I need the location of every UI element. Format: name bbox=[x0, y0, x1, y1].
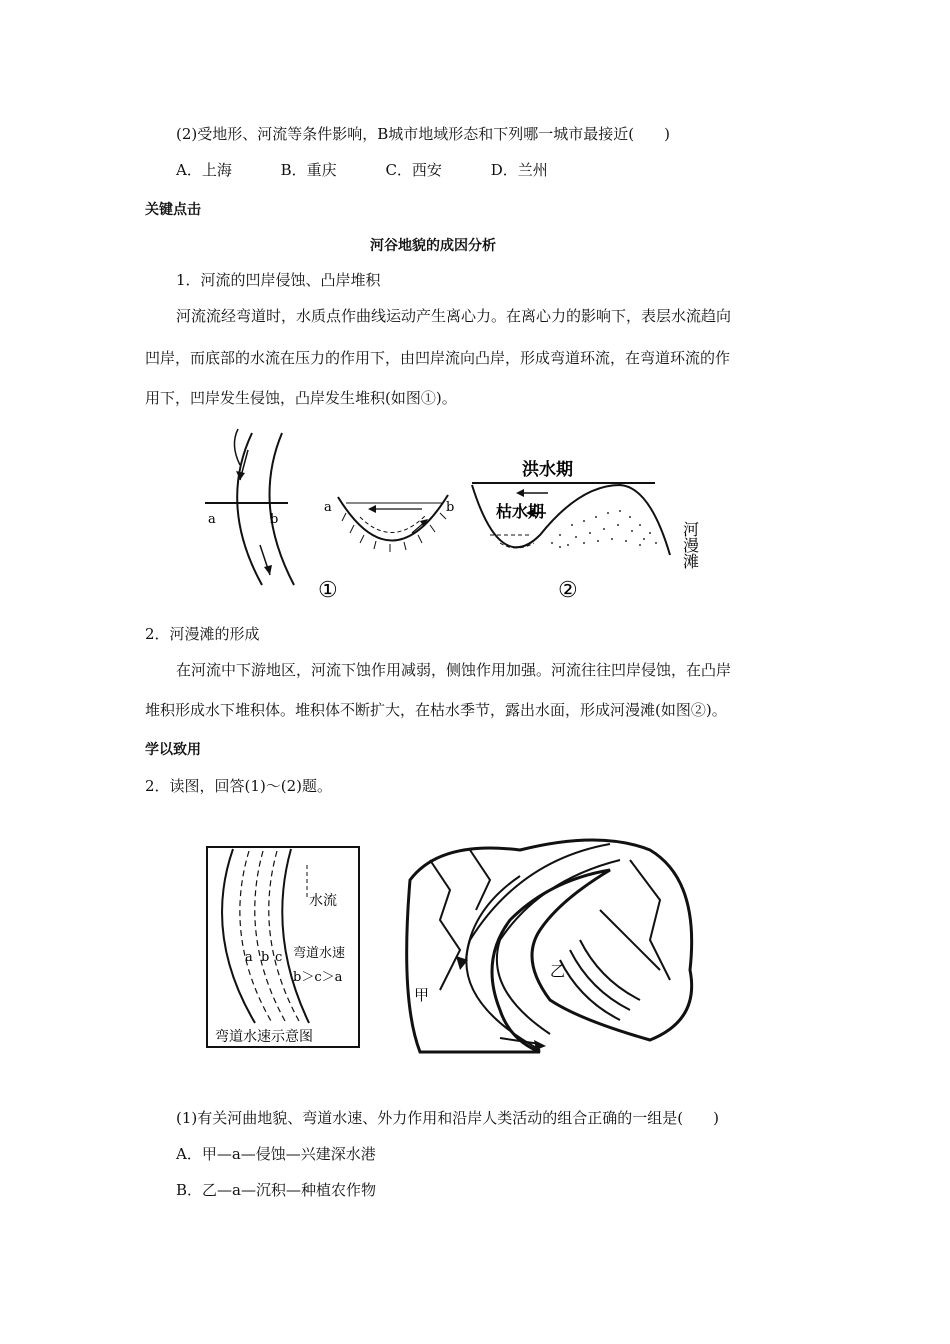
section-heading-apply: 学以致用 bbox=[145, 742, 201, 758]
options-row bbox=[176, 160, 592, 180]
label-speed: 弯道水速 bbox=[293, 946, 346, 961]
paragraph-line: 凹岸，而底部的水流在压力的作用下，由凹岸流向凸岸，形成弯道环流，在弯道环流的作 bbox=[145, 349, 731, 367]
question-2-stem: 2．读图，回答(1)～(2)题。 bbox=[145, 777, 333, 795]
label-flood-season: 洪水期 bbox=[522, 460, 573, 480]
option-b: B．重庆 bbox=[280, 161, 337, 179]
label-b: b bbox=[270, 512, 279, 527]
paragraph-line: 河流流经弯道时，水质点作曲线运动产生离心力。在离心力的影响下，表层水流趋向 bbox=[176, 307, 732, 325]
figure-number-2: ② bbox=[558, 578, 578, 603]
label-a-speed: a bbox=[245, 950, 253, 965]
subquestion-1: (1)有关河曲地貌、弯道水速、外力作用和沿岸人类活动的组合正确的一组是( ) bbox=[176, 1109, 719, 1127]
point1-heading: 1．河流的凹岸侵蚀、凸岸堆积 bbox=[176, 271, 381, 289]
figure-meander-landscape bbox=[400, 820, 710, 1065]
label-speed-relation: b＞c＞a bbox=[293, 970, 343, 985]
label-b-speed: b bbox=[261, 950, 270, 965]
option-c: C．西安 bbox=[385, 161, 442, 179]
paragraph-line: 堆积形成水下堆积体。堆积体不断扩大，在枯水季节，露出水面，形成河漫滩(如图②)。 bbox=[145, 701, 727, 719]
figure-bend-speed bbox=[205, 845, 365, 1055]
label-c-speed: c bbox=[275, 950, 283, 965]
label-yi: 乙 bbox=[550, 962, 566, 980]
label-floodplain: 河漫滩 bbox=[680, 521, 700, 569]
caption-speed-diagram: 弯道水速示意图 bbox=[215, 1029, 313, 1045]
label-water-flow: 水流 bbox=[309, 893, 337, 909]
paragraph-line: 在河流中下游地区，河流下蚀作用减弱，侧蚀作用加强。河流往往凹岸侵蚀，在凸岸 bbox=[176, 661, 732, 679]
section-heading-key: 关键点击 bbox=[145, 202, 201, 218]
paragraph-line: 用下，凹岸发生侵蚀，凸岸发生堆积(如图①)。 bbox=[145, 389, 457, 407]
figure-meander-erosion bbox=[200, 425, 710, 605]
point2-heading: 2．河漫滩的形成 bbox=[145, 625, 260, 643]
label-dry-season: 枯水期 bbox=[496, 502, 545, 521]
section-title: 河谷地貌的成因分析 bbox=[370, 238, 496, 254]
option-d: D．兰州 bbox=[490, 161, 548, 179]
label-jia: 甲 bbox=[414, 986, 430, 1004]
figure-number-1: ① bbox=[318, 578, 338, 603]
option-a: A．上海 bbox=[176, 161, 232, 179]
label-a: a bbox=[208, 512, 216, 527]
option-a: A．甲—a—侵蚀—兴建深水港 bbox=[176, 1145, 376, 1163]
label-b-section: b bbox=[446, 500, 455, 515]
label-a-section: a bbox=[324, 500, 332, 515]
question-stem: (2)受地形、河流等条件影响，B城市地域形态和下列哪一城市最接近( ) bbox=[176, 125, 670, 143]
option-b: B．乙—a—沉积—种植农作物 bbox=[176, 1181, 376, 1199]
